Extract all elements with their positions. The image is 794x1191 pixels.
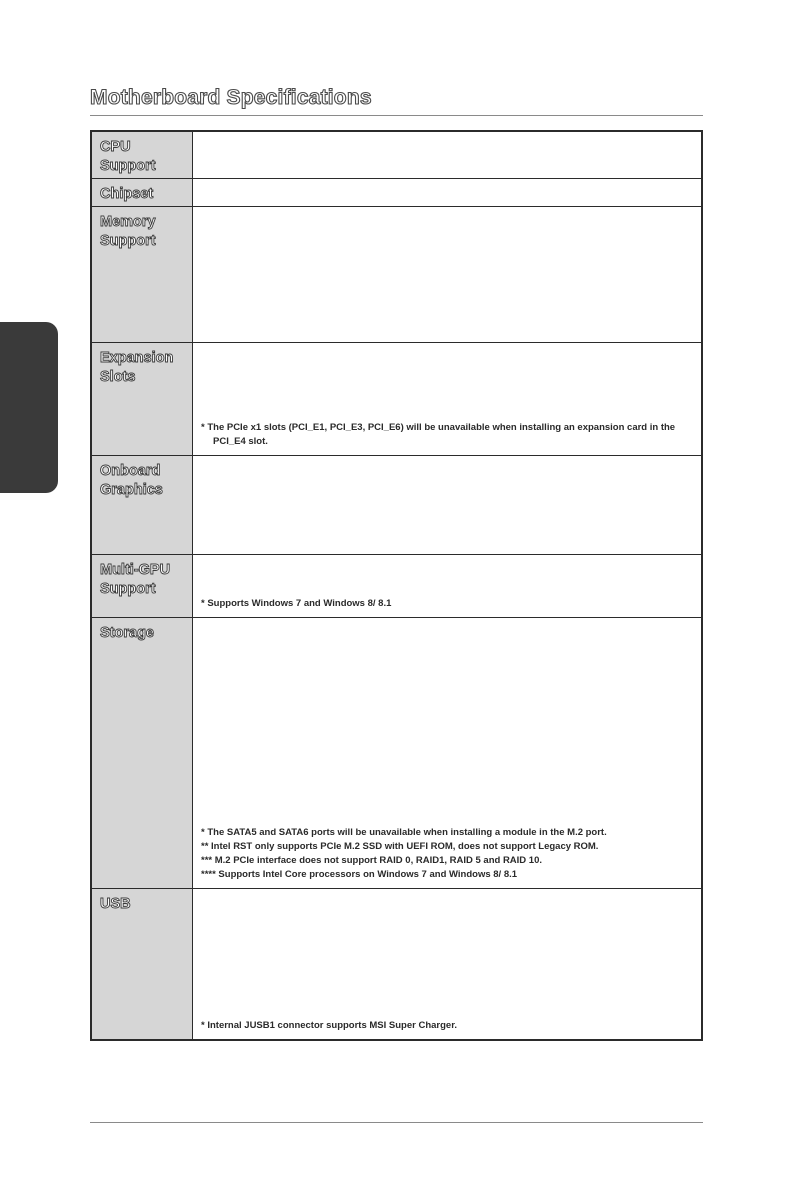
spec-label-cell [91,554,193,617]
page-title: Motherboard Specifications [90,86,372,109]
spec-notes [201,826,693,882]
spec-label: CPU Support [100,139,156,174]
spec-label-cell [91,206,193,342]
spec-label: Chipset [100,185,154,202]
spec-row-storage [91,617,702,888]
spec-notes [201,597,693,611]
spec-note: ** Intel RST only supports PCIe M.2 SSD with UEFI ROM, does not support Legacy ROM. [201,840,599,852]
spec-label: Memory Support [100,213,156,249]
spec-label-cell [91,178,193,206]
title-rule [90,115,703,116]
spec-label: Expansion Slots [100,349,174,385]
chapter-side-tab [0,322,58,493]
spec-content-cell [193,342,703,455]
spec-content-cell [193,554,703,617]
spec-note: **** Supports Intel Core processors on Windows 7 and Windows 8/ 8.1 [201,868,518,880]
spec-label-cell [91,888,193,1040]
spec-row-usb [91,888,702,1040]
spec-label: USB [100,895,131,912]
spec-notes [201,421,693,449]
spec-row-onboard-graphics [91,455,702,554]
spec-label-cell [91,617,193,888]
spec-content-cell [193,617,703,888]
footer-rule [90,1122,703,1123]
spec-table [90,130,703,1041]
spec-content-cell [193,178,703,206]
spec-label: Multi-GPU Support [100,561,171,597]
spec-note: * Supports Windows 7 and Windows 8/ 8.1 [201,597,392,609]
spec-label-cell [91,131,193,178]
spec-notes [201,1019,693,1033]
spec-content-cell [193,455,703,554]
spec-label-cell [91,342,193,455]
spec-row-memory-support [91,206,702,342]
spec-row-expansion-slots [91,342,702,455]
spec-note: * Internal JUSB1 connector supports MSI Super Charger. [201,1020,458,1031]
spec-note: * The SATA5 and SATA6 ports will be unavailable when installing a module in the M.2 port. [201,826,607,838]
spec-row-multi-gpu-support [91,554,702,617]
spec-note: * The PCIe x1 slots (PCI_E1, PCI_E3, PCI_E6) will be unavailable when installing an expansion card in the PCI_E4 slot. [201,421,676,447]
spec-content-cell [193,131,703,178]
spec-label-cell [91,455,193,554]
spec-content-cell [193,206,703,342]
spec-label: Storage [100,624,154,641]
spec-row-chipset [91,178,702,206]
spec-note: *** M.2 PCIe interface does not support RAID 0, RAID1, RAID 5 and RAID 10. [201,854,543,866]
spec-content-cell [193,888,703,1040]
spec-row-cpu-support [91,131,702,178]
spec-label: Onboard Graphics [100,462,163,498]
